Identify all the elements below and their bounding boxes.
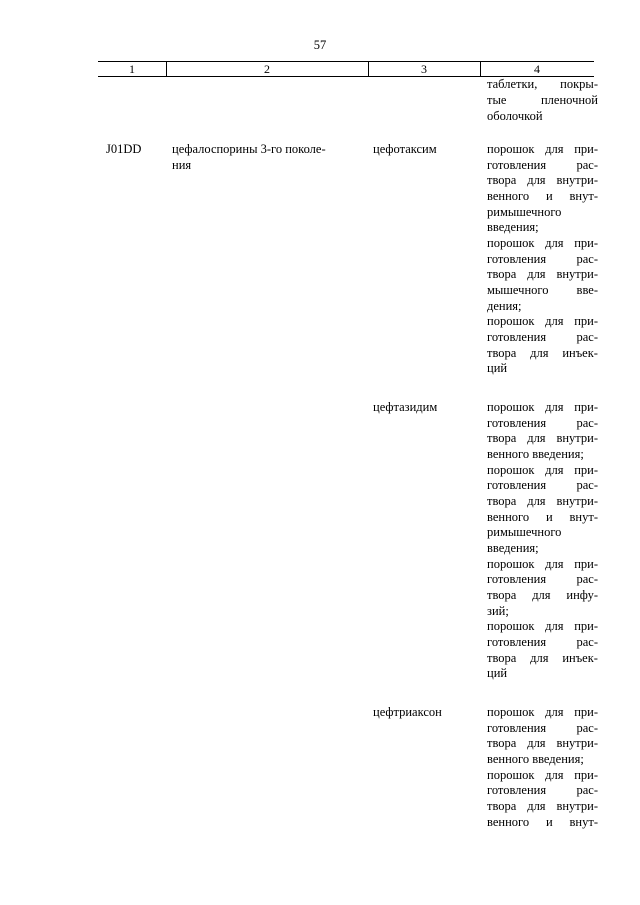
form-line: мышечного вве- [487, 283, 598, 297]
atc-group-line: цефалоспорины 3-го поколе- [172, 142, 326, 156]
form-line: готовления рас- [487, 783, 598, 797]
header-col-2: 2 [264, 62, 270, 76]
form-line: венного введения; [487, 447, 584, 461]
atc-code: J01DD [106, 142, 142, 156]
form-line: твора для внутри- [487, 494, 598, 508]
form-line: твора для внутри- [487, 736, 598, 750]
form-line: зий; [487, 604, 509, 618]
form-line: венного введения; [487, 752, 584, 766]
form-line: введения; [487, 220, 539, 234]
header-col-1: 1 [129, 62, 135, 76]
form-line: таблетки, покры- [487, 77, 598, 91]
header-col-3: 3 [421, 62, 427, 76]
form-line: венного и внут- [487, 510, 598, 524]
form-line: готовления рас- [487, 158, 598, 172]
form-line: порошок для при- [487, 314, 598, 328]
form-line: твора для инъек- [487, 651, 598, 665]
form-line: римышечного [487, 525, 562, 539]
form-line: порошок для при- [487, 619, 598, 633]
form-line: твора для внутри- [487, 799, 598, 813]
form-line: римышечного [487, 205, 562, 219]
form-line: порошок для при- [487, 142, 598, 156]
form-line: порошок для при- [487, 768, 598, 782]
form-line: твора для инъек- [487, 346, 598, 360]
form-line: порошок для при- [487, 236, 598, 250]
drug-name: цефтриаксон [373, 705, 442, 719]
form-line: готовления рас- [487, 330, 598, 344]
form-line: твора для инфу- [487, 588, 598, 602]
form-line: порошок для при- [487, 705, 598, 719]
form-line: порошок для при- [487, 557, 598, 571]
form-line: венного и внут- [487, 189, 598, 203]
form-line: венного и внут- [487, 815, 598, 829]
form-line: готовления рас- [487, 572, 598, 586]
form-line: ций [487, 666, 508, 680]
form-line: дения; [487, 299, 522, 313]
table-header-row [98, 61, 594, 77]
form-line: готовления рас- [487, 721, 598, 735]
form-line: готовления рас- [487, 478, 598, 492]
form-line: порошок для при- [487, 463, 598, 477]
drug-name: цефотаксим [373, 142, 437, 156]
form-line: введения; [487, 541, 539, 555]
drug-name: цефтазидим [373, 400, 438, 414]
form-line: твора для внутри- [487, 173, 598, 187]
form-line: готовления рас- [487, 416, 598, 430]
form-line: оболочкой [487, 109, 543, 123]
form-line: готовления рас- [487, 252, 598, 266]
atc-group-line: ния [172, 158, 192, 172]
form-line: ций [487, 361, 508, 375]
form-line: тые пленочной [487, 93, 598, 107]
form-line: порошок для при- [487, 400, 598, 414]
form-line: готовления рас- [487, 635, 598, 649]
header-col-4: 4 [534, 62, 540, 76]
form-line: твора для внутри- [487, 267, 598, 281]
form-line: твора для внутри- [487, 431, 598, 445]
page-number: 57 [313, 38, 327, 52]
